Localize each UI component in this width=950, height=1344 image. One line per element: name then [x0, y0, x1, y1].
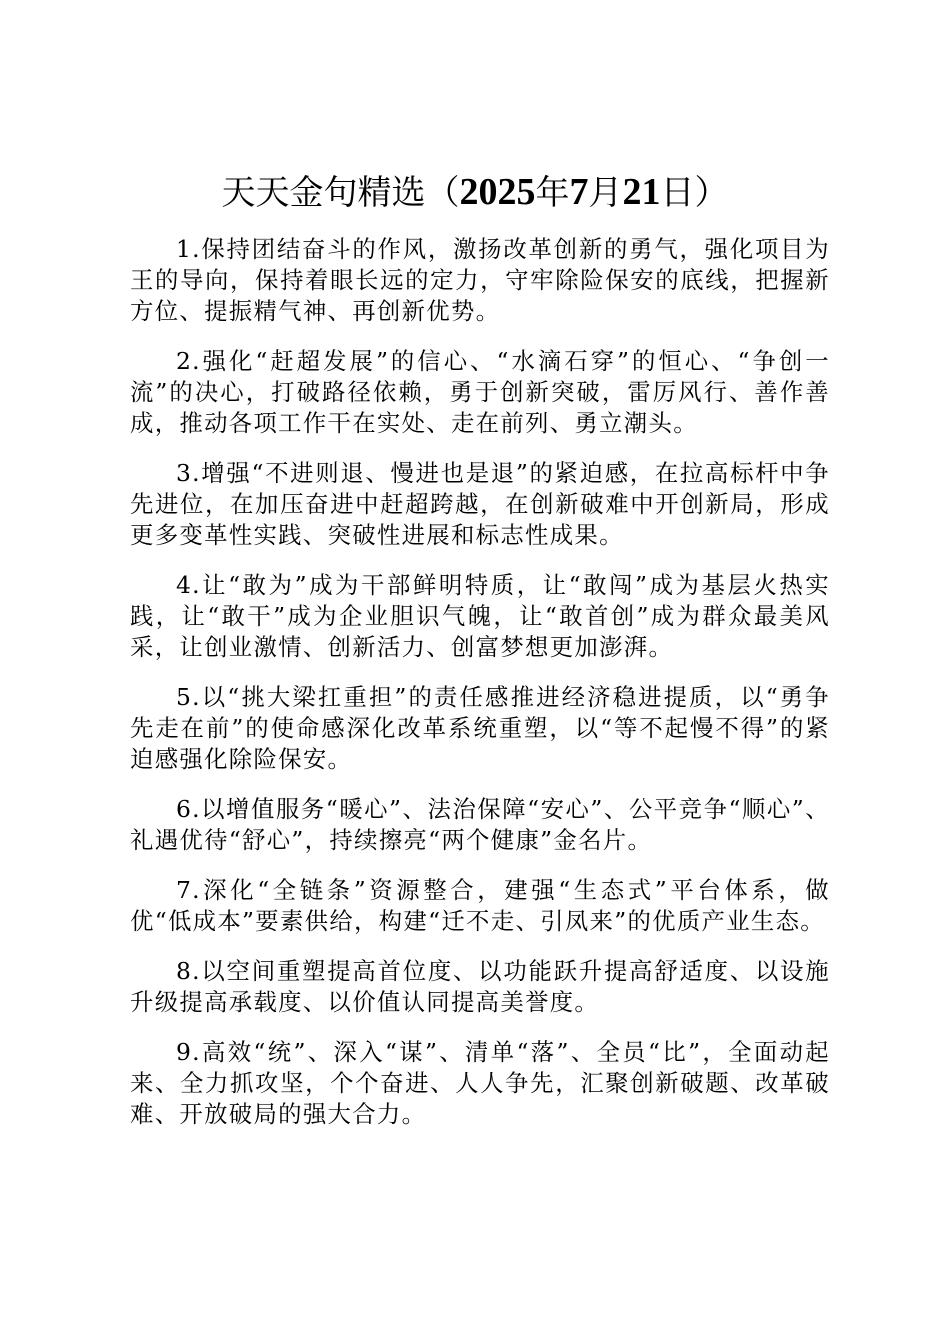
title-month: 7 — [569, 171, 589, 213]
paragraph-3: 3.增强“不进则退、慢进也是退”的紧迫感，在拉高标杆中争先进位，在加压奋进中赶超跨越，在创新破难中开创新局，形成更多变革性实践、突破性进展和标志性成果。 — [130, 459, 830, 549]
title-suffix: 日） — [660, 173, 729, 213]
title-prefix: 天天金句精选（ — [221, 173, 460, 213]
title-year: 2025 — [459, 171, 536, 213]
document-body — [130, 234, 830, 1149]
document-title — [0, 168, 950, 217]
title-year-unit: 年 — [535, 173, 570, 213]
paragraph-2: 2.强化“赶超发展”的信心、“水滴石穿”的恒心、“争创一流”的决心，打破路径依赖，勇于创新突破，雷厉风行、善作善成，推动各项工作干在实处、走在前列、勇立潮头。 — [130, 347, 830, 437]
title-month-unit: 月 — [588, 173, 623, 213]
paragraph-8: 8.以空间重塑提高首位度、以功能跃升提高舒适度、以设施升级提高承载度、以价值认同提高美誉度。 — [130, 957, 830, 1016]
paragraph-4: 4.让“敢为”成为干部鲜明特质，让“敢闯”成为基层火热实践，让“敢干”成为企业胆识气魄，让“敢首创”成为群众最美风采，让创业激情、创新活力、创富梦想更加澎湃。 — [130, 571, 830, 661]
paragraph-9: 9.高效“统”、深入“谋”、清单“落”、全员“比”，全面动起来、全力抓攻坚，个个奋进、人人争先，汇聚创新破题、改革破难、开放破局的强大合力。 — [130, 1038, 830, 1128]
paragraph-1: 1.保持团结奋斗的作风，激扬改革创新的勇气，强化项目为王的导向，保持着眼长远的定力，守牢除险保安的底线，把握新方位、提振精气神、再创新优势。 — [130, 235, 830, 325]
paragraph-5: 5.以“挑大梁扛重担”的责任感推进经济稳进提质，以“勇争先走在前”的使命感深化改革系统重塑，以“等不起慢不得”的紧迫感强化除险保安。 — [130, 683, 830, 773]
title-day: 21 — [622, 171, 661, 213]
paragraph-6: 6.以增值服务“暖心”、法治保障“安心”、公平竞争“顺心”、礼遇优待“舒心”，持续擦亮“两个健康”金名片。 — [130, 795, 830, 854]
paragraph-7: 7.深化“全链条”资源整合，建强“生态式”平台体系，做优“低成本”要素供给，构建“迁不走、引凤来”的优质产业生态。 — [130, 876, 830, 935]
